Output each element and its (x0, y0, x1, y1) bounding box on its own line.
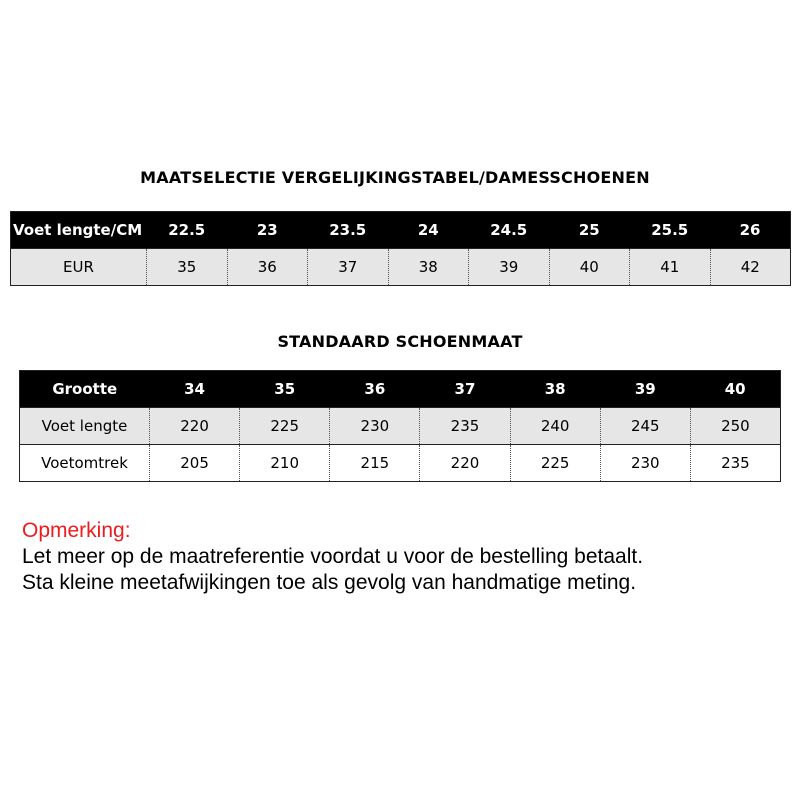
table-cell: 36 (227, 249, 308, 286)
header-cell: 39 (600, 371, 690, 408)
note-line: Sta kleine meetafwijkingen toe als gevolg van handmatige meting. (22, 571, 637, 594)
header-label: Grootte (20, 371, 150, 408)
table-cell: 210 (240, 445, 330, 482)
header-cell: 23 (227, 212, 308, 249)
note-line: Let meer op de maatreferentie voordat u voor de bestelling betaalt. (22, 545, 644, 568)
note-block (22, 518, 643, 596)
header-cell: 34 (150, 371, 240, 408)
header-cell: 26 (710, 212, 791, 249)
table-cell: 205 (150, 445, 240, 482)
header-cell: 23.5 (308, 212, 389, 249)
table-row (11, 249, 791, 286)
table-cell: 41 (630, 249, 711, 286)
header-label: Voet lengte/CM (11, 212, 147, 249)
header-cell: 38 (510, 371, 600, 408)
table-cell: 42 (710, 249, 791, 286)
table-cell: 39 (469, 249, 550, 286)
table-row (20, 445, 781, 482)
header-cell: 35 (240, 371, 330, 408)
header-cell: 24.5 (469, 212, 550, 249)
row-label: EUR (11, 249, 147, 286)
size-comparison-table (10, 211, 791, 286)
table-cell: 225 (510, 445, 600, 482)
standard-size-table (19, 370, 781, 482)
table-cell: 240 (510, 408, 600, 445)
note-label: Opmerking: (22, 519, 131, 542)
table-cell: 230 (330, 408, 420, 445)
table2-title: STANDAARD SCHOENMAAT (277, 332, 523, 351)
table-cell: 245 (600, 408, 690, 445)
row-label: Voet lengte (20, 408, 150, 445)
header-cell: 22.5 (147, 212, 228, 249)
table-cell: 215 (330, 445, 420, 482)
header-cell: 25 (549, 212, 630, 249)
table-header-row (11, 212, 791, 249)
table-cell: 235 (690, 445, 780, 482)
table-cell: 235 (420, 408, 510, 445)
row-label: Voetomtrek (20, 445, 150, 482)
header-cell: 24 (388, 212, 469, 249)
table-cell: 37 (308, 249, 389, 286)
table-cell: 38 (388, 249, 469, 286)
header-cell: 40 (690, 371, 780, 408)
table-cell: 220 (420, 445, 510, 482)
table-cell: 220 (150, 408, 240, 445)
table-cell: 40 (549, 249, 630, 286)
table-header-row (20, 371, 781, 408)
table-cell: 35 (147, 249, 228, 286)
table-cell: 225 (240, 408, 330, 445)
table-cell: 230 (600, 445, 690, 482)
header-cell: 36 (330, 371, 420, 408)
header-cell: 25.5 (630, 212, 711, 249)
table-row (20, 408, 781, 445)
table-cell: 250 (690, 408, 780, 445)
header-cell: 37 (420, 371, 510, 408)
table1-title: MAATSELECTIE VERGELIJKINGSTABEL/DAMESSCHOENEN (140, 168, 650, 187)
